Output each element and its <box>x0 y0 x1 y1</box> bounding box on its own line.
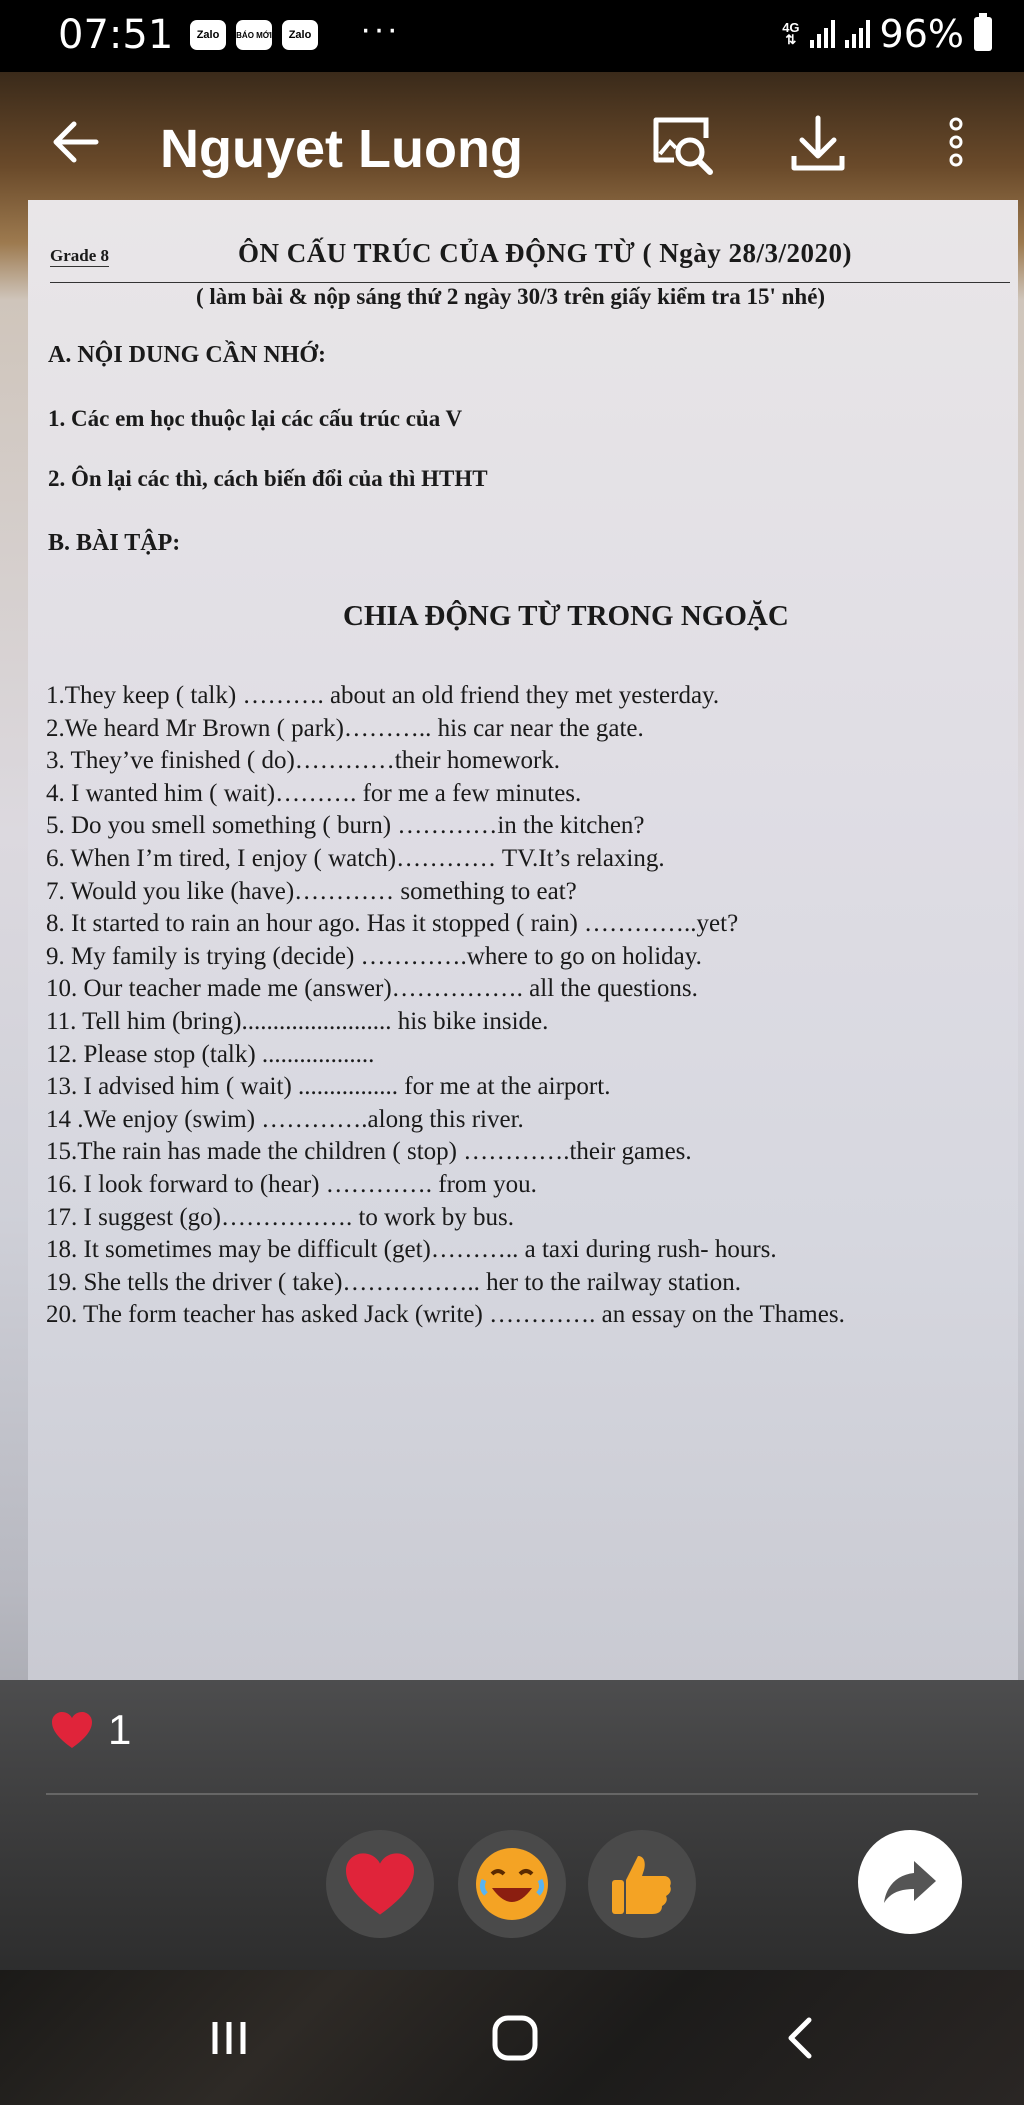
exercise-item: 3. They’ve finished ( do)…………their homework. <box>46 747 561 775</box>
reaction-summary[interactable] <box>50 1706 131 1754</box>
notification-icons <box>190 20 318 50</box>
doc-heading: ÔN CẤU TRÚC CỦA ĐỘNG TỪ ( Ngày 28/3/2020) <box>238 238 853 268</box>
home-button[interactable] <box>480 2008 550 2068</box>
more-vertical-icon <box>920 108 992 180</box>
back-arrow-icon <box>46 112 106 172</box>
sender-name: Nguyet Luong <box>160 119 523 179</box>
exercise-item: 5. Do you smell something ( burn) …………in the kitchen? <box>46 812 645 840</box>
document-photo <box>28 200 1018 1680</box>
exercise-item: 16. I look forward to (hear) …………. from you. <box>46 1170 537 1198</box>
heart-icon <box>342 1850 418 1918</box>
heart-icon <box>50 1710 94 1750</box>
status-time: 07:51 <box>58 12 174 58</box>
laugh-reaction-button[interactable] <box>458 1830 566 1938</box>
laughing-face-icon <box>472 1844 552 1924</box>
image-search-icon <box>646 108 718 180</box>
share-arrow-icon <box>880 1857 940 1907</box>
like-reaction-button[interactable] <box>588 1830 696 1938</box>
exercise-item: 13. I advised him ( wait) ................ for me at the airport. <box>46 1073 611 1101</box>
exercise-item: 11. Tell him (bring)........................ his bike inside. <box>46 1007 549 1035</box>
status-indicators <box>782 12 992 56</box>
exercise-item: 17. I suggest (go)……………. to work by bus. <box>46 1203 515 1231</box>
note-2: 2. Ôn lại các thì, cách biến đổi của thì HTHT <box>48 466 488 491</box>
heart-reaction-button[interactable] <box>326 1830 434 1938</box>
zalo-notification-icon: Zalo <box>190 20 226 50</box>
doc-divider <box>50 282 1010 283</box>
reaction-bar <box>0 1680 1024 1970</box>
more-options-button[interactable] <box>920 108 992 180</box>
exercise-item: 8. It started to rain an hour ago. Has it stopped ( rain) …………..yet? <box>46 910 739 938</box>
exercise-item: 19. She tells the driver ( take)…………….. her to the railway station. <box>46 1268 741 1296</box>
download-button[interactable] <box>782 108 854 180</box>
system-navigation-bar <box>0 1970 1024 2105</box>
exercise-item: 20. The form teacher has asked Jack (write) …………. an essay on the Thames. <box>46 1301 845 1329</box>
back-button[interactable] <box>46 112 106 172</box>
exercise-title: CHIA ĐỘNG TỪ TRONG NGOẶC <box>343 600 789 632</box>
exercise-item: 2.We heard Mr Brown ( park)……….. his car near the gate. <box>46 714 644 742</box>
zalo-notification-icon-2: Zalo <box>282 20 318 50</box>
battery-icon <box>974 17 992 51</box>
recent-apps-icon <box>207 2016 251 2060</box>
exercise-item: 6. When I’m tired, I enjoy ( watch)………… TV.It’s relaxing. <box>46 844 665 872</box>
exercise-item: 10. Our teacher made me (answer)……………. all the questions. <box>46 975 698 1003</box>
exercise-item: 4. I wanted him ( wait)………. for me a few minutes. <box>46 779 582 807</box>
share-button[interactable] <box>858 1830 962 1934</box>
exercise-item: 1.They keep ( talk) ………. about an old friend they met yesterday. <box>46 682 720 709</box>
doc-grade: Grade 8 <box>50 246 110 265</box>
doc-subheading: ( làm bài & nộp sáng thứ 2 ngày 30/3 trên giấy kiểm tra 15' nhé) <box>196 284 826 309</box>
status-bar <box>0 0 1024 72</box>
signal-icon <box>810 20 835 48</box>
thumbs-up-icon <box>604 1846 680 1922</box>
signal-icon-2 <box>845 20 870 48</box>
recent-apps-button[interactable] <box>194 2008 264 2068</box>
baomoi-notification-icon: BÁO MỚI <box>236 20 272 50</box>
section-b-heading: B. BÀI TẬP: <box>48 530 181 556</box>
exercise-item: 15.The rain has made the children ( stop) ………….their games. <box>46 1138 692 1166</box>
top-app-bar <box>0 72 1024 212</box>
exercise-item: 18. It sometimes may be difficult (get)……….. a taxi during rush- hours. <box>46 1236 777 1264</box>
divider <box>46 1793 978 1795</box>
back-chevron-icon <box>779 2016 823 2060</box>
battery-percent: 96% <box>879 12 964 56</box>
more-notifications-icon: ··· <box>360 10 400 48</box>
download-icon <box>782 108 854 180</box>
exercise-item: 7. Would you like (have)………… something to eat? <box>46 877 577 905</box>
section-a-heading: A. NỘI DUNG CẦN NHỚ: <box>48 342 326 368</box>
exercise-list <box>46 680 1024 1332</box>
like-count: 1 <box>108 1706 132 1753</box>
note-1: 1. Các em học thuộc lại các cấu trúc của V <box>48 406 463 431</box>
exercise-item: 9. My family is trying (decide) ………….where to go on holiday. <box>46 942 702 970</box>
back-nav-button[interactable] <box>766 2008 836 2068</box>
home-icon <box>489 2012 541 2064</box>
image-search-button[interactable] <box>646 108 718 180</box>
exercise-item: 14 .We enjoy (swim) ………….along this river. <box>46 1105 524 1133</box>
exercise-item: 12. Please stop (talk) .................. <box>46 1040 375 1068</box>
network-type-icon: 4G ⇅ <box>782 20 800 47</box>
